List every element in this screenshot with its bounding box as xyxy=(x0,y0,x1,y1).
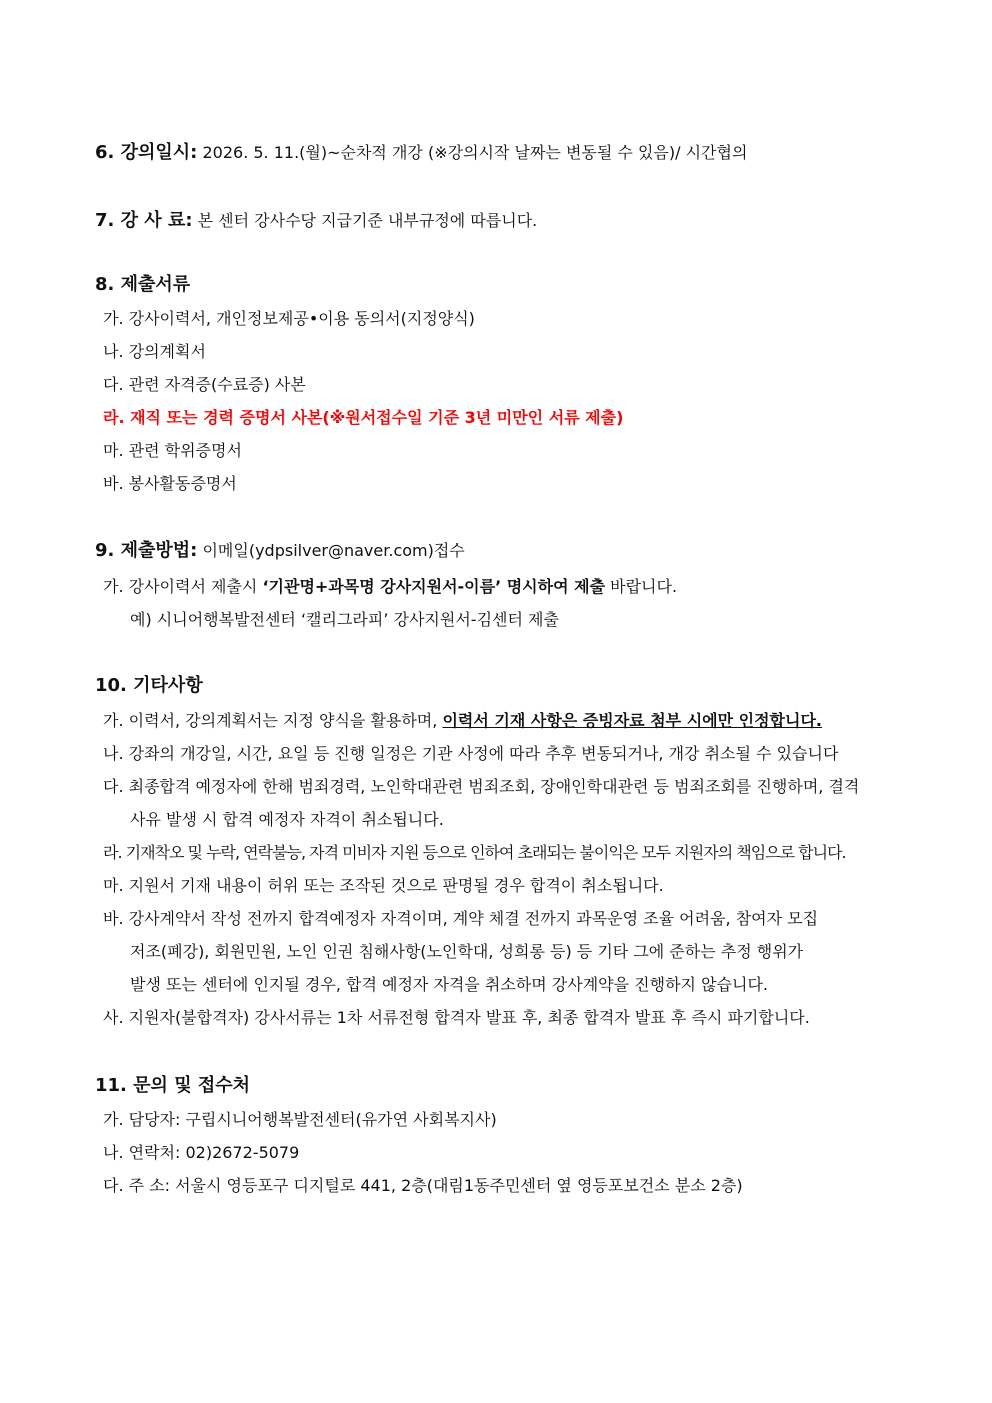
section-8-item: 다. 관련 자격증(수료증) 사본 xyxy=(103,375,306,394)
section-10-item-c-cont: 사유 발생 시 합격 예정자 자격이 취소됩니다. xyxy=(130,810,444,829)
section-9-a-emphasis: ‘기관명+과목명 강사지원서-이름’ 명시하여 제출 xyxy=(262,577,606,596)
section-10-item-d: 라. 기재착오 및 누락, 연락불능, 자격 미비자 지원 등으로 인하여 초래되는 불이익은 모두 지원자의 책임으로 합니다. xyxy=(103,843,846,862)
section-6-value: 2026. 5. 11.(월)~순차적 개강 (※강의시작 날짜는 변동될 수 있음)/ 시간협의 xyxy=(197,143,748,162)
section-7-value: 본 센터 강사수당 지급기준 내부규정에 따릅니다. xyxy=(192,211,538,230)
section-8-item: 바. 봉사활동증명서 xyxy=(103,474,237,493)
section-11-item: 가. 담당자: 구립시니어행복발전센터(유가연 사회복지사) xyxy=(103,1110,497,1129)
section-8-item: 나. 강의계획서 xyxy=(103,342,206,361)
section-11-item: 다. 주 소: 서울시 영등포구 디지털로 441, 2층(대림1동주민센터 옆 영등포보건소 분소 2층) xyxy=(103,1176,743,1195)
section-9-value: 이메일(ydpsilver@naver.com)접수 xyxy=(197,541,465,560)
section-9-submission xyxy=(95,540,465,562)
section-9-a-suffix: 바랍니다. xyxy=(605,577,678,596)
section-10-item-f: 바. 강사계약서 작성 전까지 합격예정자 자격이며, 계약 체결 전까지 과목운영 조율 어려움, 참여자 모집 xyxy=(103,909,819,928)
section-9-item-a xyxy=(103,576,677,598)
section-8-title: 8. 제출서류 xyxy=(95,274,191,295)
section-6-lecture-date xyxy=(95,142,747,164)
section-8-item: 가. 강사이력서, 개인정보제공•이용 동의서(지정양식) xyxy=(103,309,475,328)
section-10-a-text: 가. 이력서, 강의계획서는 지정 양식을 활용하며, xyxy=(103,711,443,730)
section-10-a-underlined: 이력서 기재 사항은 증빙자료 첨부 시에만 인정합니다. xyxy=(442,711,822,730)
section-9-example: 예) 시니어행복발전센터 ‘캘리그라피’ 강사지원서-김센터 제출 xyxy=(130,610,559,629)
section-6-label: 6. 강의일시: xyxy=(95,142,198,163)
section-10-item-g: 사. 지원자(불합격자) 강사서류는 1차 서류전형 합격자 발표 후, 최종 합격자 발표 후 즉시 파기합니다. xyxy=(103,1008,810,1027)
section-9-label: 9. 제출방법: xyxy=(95,540,198,561)
section-8-item: 마. 관련 학위증명서 xyxy=(103,441,242,460)
section-10-item-f-cont: 발생 또는 센터에 인지될 경우, 합격 예정자 자격을 취소하며 강사계약을 진행하지 않습니다. xyxy=(130,975,768,994)
section-7-lecture-fee xyxy=(95,210,537,232)
section-7-label: 7. 강 사 료: xyxy=(95,210,193,231)
section-10-item-c: 다. 최종합격 예정자에 한해 범죄경력, 노인학대관련 범죄조회, 장애인학대관련 등 범죄조회를 진행하며, 결격 xyxy=(103,777,860,796)
section-9-a-text: 가. 강사이력서 제출시 xyxy=(103,577,263,596)
section-10-item-f-cont: 저조(폐강), 회원민원, 노인 인권 침해사항(노인학대, 성희롱 등) 등 기타 그에 준하는 추정 행위가 xyxy=(130,942,804,961)
section-10-item-a xyxy=(103,710,822,732)
section-11-title: 11. 문의 및 접수처 xyxy=(95,1075,251,1096)
section-10-item-b: 나. 강좌의 개강일, 시간, 요일 등 진행 일정은 기관 사정에 따라 추후 변동되거나, 개강 취소될 수 있습니다 xyxy=(103,744,839,763)
section-10-title: 10. 기타사항 xyxy=(95,675,203,696)
section-11-item: 나. 연락처: 02)2672-5079 xyxy=(103,1143,300,1162)
section-8-item-highlight: 라. 재직 또는 경력 증명서 사본(※원서접수일 기준 3년 미만인 서류 제출) xyxy=(103,408,624,427)
section-10-item-e: 마. 지원서 기재 내용이 허위 또는 조작된 것으로 판명될 경우 합격이 취소됩니다. xyxy=(103,876,664,895)
